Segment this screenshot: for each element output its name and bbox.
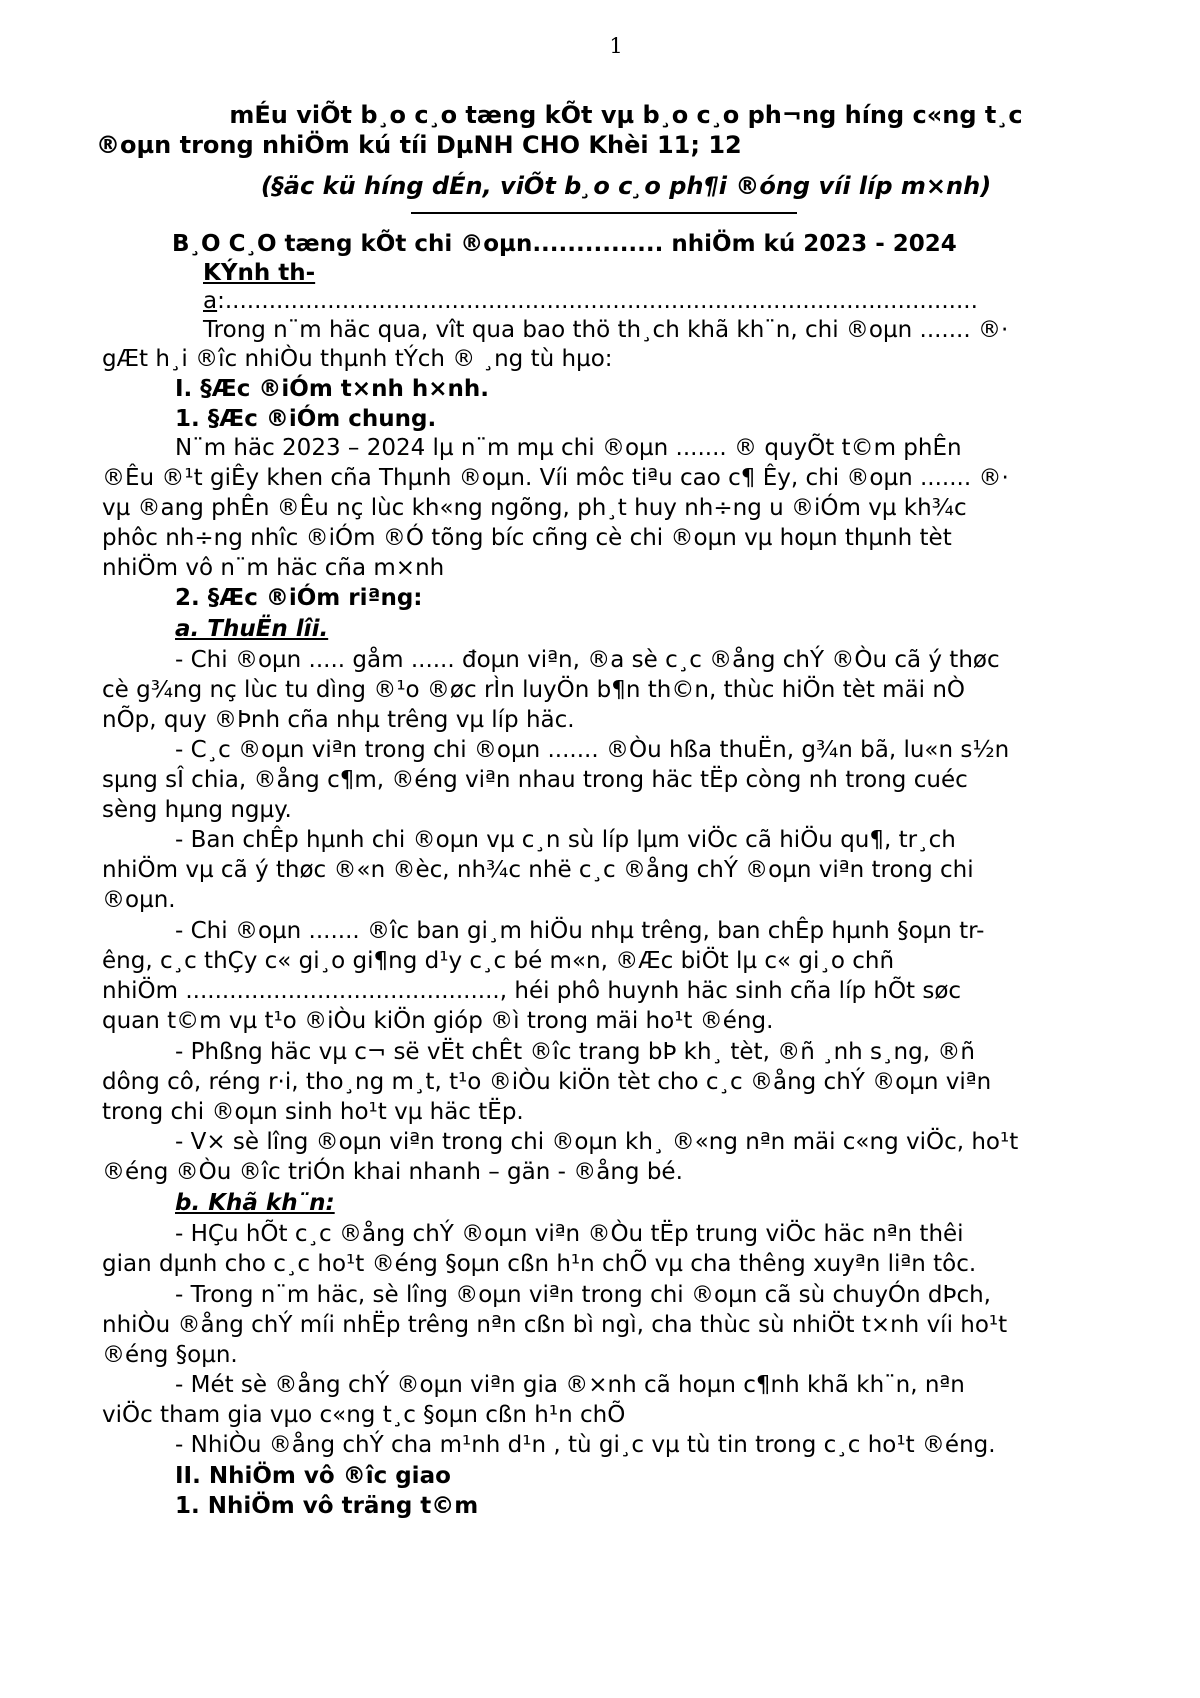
paragraph-line: vµ ®ang phÊn ®Êu nç lùc kh«ng ngõng, ph¸t huy nh÷ng u ®iÓm vµ kh¾c <box>102 495 967 521</box>
paragraph-line: - Mét sè ®ång chÝ ®oµn viªn gia ®×nh cã hoµn c¶nh khã kh¨n, nªn <box>175 1372 965 1398</box>
paragraph-line: trong chi ®oµn sinh ho¹t vµ häc tËp. <box>102 1099 524 1125</box>
intro-line: gÆt h¸i ®îc nhiÒu thµnh tÝch ® ¸ng tù hµo: <box>102 346 613 372</box>
paragraph-line: gian dµnh cho c¸c ho¹t ®éng §oµn cßn h¹n chÕ vµ cha thêng xuyªn liªn tôc. <box>102 1251 977 1277</box>
document-title-line-2: ®oµn trong nhiÖm kú tíi DµNH CHO Khèi 11; 12 <box>96 131 742 159</box>
paragraph-line: nÕp, quy ®Þnh cña nhµ trêng vµ líp häc. <box>102 707 575 733</box>
paragraph-line: - Chi ®oµn ..... gåm ...... đoµn viªn, ®a sè c¸c ®ång chÝ ®Òu cã ý thøc <box>175 647 1000 673</box>
paragraph-line: - Chi ®oµn ....... ®îc ban gi¸m hiÖu nhµ trêng, ban chÊp hµnh §oµn tr- <box>175 918 985 944</box>
paragraph-line: ®éng ®Òu ®îc triÓn khai nhanh – gän - ®ång bé. <box>102 1159 683 1185</box>
paragraph-line: - HÇu hÕt c¸c ®ång chÝ ®oµn viªn ®Òu tËp trung viÖc häc nªn thêi <box>175 1221 964 1247</box>
subsection-heading: a. ThuËn lîi. <box>175 616 329 642</box>
section-heading: 1. NhiÖm vô träng t©m <box>175 1493 479 1519</box>
paragraph-line: sµng sÎ chia, ®ång c¶m, ®éng viªn nhau trong häc tËp còng nh trong cuéc <box>102 767 968 793</box>
title-underline-rule <box>411 212 797 214</box>
paragraph-line: - C¸c ®oµn viªn trong chi ®oµn ....... ®Òu hßa thuËn, g¾n bã, lu«n s½n <box>175 737 1010 763</box>
paragraph-line: - Ban chÊp hµnh chi ®oµn vµ c¸n sù líp lµm viÖc cã hiÖu qu¶, tr¸ch <box>175 827 956 853</box>
paragraph-line: phôc nh÷ng nhîc ®iÓm ®Ó tõng bíc cñng cè chi ®oµn vµ hoµn thµnh tèt <box>102 525 952 551</box>
paragraph-line: ®oµn. <box>102 887 176 913</box>
paragraph-line: sèng hµng ngµy. <box>102 797 292 823</box>
paragraph-line: nhiÖm vô n¨m häc cña m×nh <box>102 555 445 581</box>
recipient-line <box>203 286 978 316</box>
recipient-prefix: a <box>203 288 218 314</box>
paragraph-line: - NhiÒu ®ång chÝ cha m¹nh d¹n , tù gi¸c vµ tù tin trong c¸c ho¹t ®éng. <box>175 1432 996 1458</box>
paragraph-line: viÖc tham gia vµo c«ng t¸c §oµn cßn h¹n chÕ <box>102 1402 626 1428</box>
section-heading: I. §Æc ®iÓm t×nh h×nh. <box>175 376 489 402</box>
page-number: 1 <box>609 34 623 58</box>
paragraph-line: N¨m häc 2023 – 2024 lµ n¨m mµ chi ®oµn ....... ® quyÕt t©m phÊn <box>175 435 962 461</box>
section-heading: 2. §Æc ®iÓm riªng: <box>175 585 423 611</box>
paragraph-line: cè g¾ng nç lùc tu dìng ®¹o ®øc rÌn luyÖn b¶n th©n, thùc hiÖn tèt mäi nÒ <box>102 677 966 703</box>
paragraph-line: nhiÖm ..........................................., héi phô huynh häc sinh cña líp hÕt søc <box>102 978 962 1004</box>
document-title-line-1: mÉu viÕt b¸o c¸o tæng kÕt vµ b¸o c¸o ph¬ng híng c«ng t¸c <box>229 101 1023 129</box>
paragraph-line: - V× sè lîng ®oµn viªn trong chi ®oµn kh¸ ®«ng nªn mäi c«ng viÖc, ho¹t <box>175 1129 1019 1155</box>
section-heading: 1. §Æc ®iÓm chung. <box>175 406 437 432</box>
paragraph-line: nhiÖm vµ cã ý thøc ®«n ®èc, nh¾c nhë c¸c ®ång chÝ ®oµn viªn trong chi <box>102 857 974 883</box>
subsection-heading: b. Khã kh¨n: <box>175 1190 335 1216</box>
document-subtitle: (§äc kü híng dÉn, viÕt b¸o c¸o ph¶i ®óng víi líp m×nh) <box>260 172 992 200</box>
recipient-dots: :....................................................................................................... <box>217 288 978 314</box>
report-title: B¸O C¸O tæng kÕt chi ®oµn............... nhiÖm kú 2023 - 2024 <box>172 231 957 257</box>
section-heading: II. NhiÖm vô ®îc giao <box>175 1463 451 1489</box>
paragraph-line: quan t©m vµ t¹o ®iÒu kiÖn gióp ®ì trong mäi ho¹t ®éng. <box>102 1008 774 1034</box>
paragraph-line: - Phßng häc vµ c¬ së vËt chÊt ®îc trang bÞ kh¸ tèt, ®ñ ¸nh s¸ng, ®ñ <box>175 1039 975 1065</box>
paragraph-line: êng, c¸c thÇy c« gi¸o gi¶ng d¹y c¸c bé m«n, ®Æc biÖt lµ c« gi¸o chñ <box>102 948 895 974</box>
paragraph-line: ®Êu ®¹t giÊy khen cña Thµnh ®oµn. Víi môc tiªu cao c¶ Êy, chi ®oµn ....... ®· <box>102 465 1009 491</box>
paragraph-line: - Trong n¨m häc, sè lîng ®oµn viªn trong chi ®oµn cã sù chuyÓn dÞch, <box>175 1282 991 1308</box>
paragraph-line: nhiÒu ®ång chÝ míi nhËp trêng nªn cßn bì ngì, cha thùc sù nhiÖt t×nh víi ho¹t <box>102 1312 1008 1338</box>
paragraph-line: ®éng §oµn. <box>102 1342 238 1368</box>
paragraph-line: dông cô, réng r·i, tho¸ng m¸t, t¹o ®iÒu kiÖn tèt cho c¸c ®ång chÝ ®oµn viªn <box>102 1069 992 1095</box>
greeting: KÝnh th- <box>203 260 316 286</box>
intro-line: Trong n¨m häc qua, vît qua bao thö th¸ch khã kh¨n, chi ®oµn ....... ®· <box>203 317 1009 343</box>
